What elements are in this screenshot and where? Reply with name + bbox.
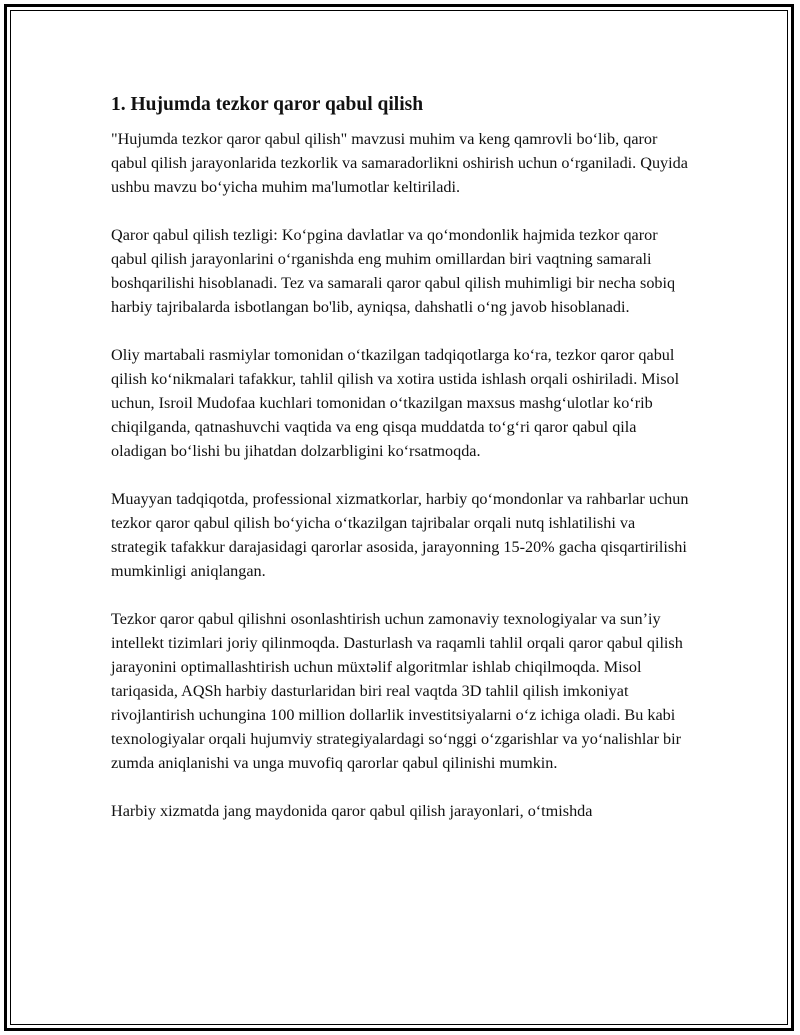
paragraph-intro: "Hujumda tezkor qaror qabul qilish" mavzusi muhim va keng qamrovli bo‘lib, qaror qabul qilish jarayonlarida tezkorlik va samaradorlikni oshirish uchun o‘rganiladi. Quyida ushbu mavzu bo‘yicha muhim ma'lumotlar keltiriladi. — [111, 130, 688, 197]
section-heading: 1. Hujumda tezkor qaror qabul qilish — [111, 94, 424, 115]
document-body — [111, 92, 691, 847]
paragraph-decision-speed: Qaror qabul qilish tezligi: Ko‘pgina davlatlar va qo‘mondonlik hajmida tezkor qaror qabul qilish jarayonlarini o‘rganishda eng muhim omillardan biri vaqtning samarali boshqarilishi hisoblanadi. Tez va samarali qaror qabul qilish muhimligi bir necha sobiq harbiy tajribalarda isbotlangan bo'lib, ayniqsa, dahshatli o‘ng javob hisoblanadi. — [111, 226, 676, 317]
paragraph-military-service: Harbiy xizmatda jang maydonida qaror qabul qilish jarayonlari, o‘tmishda — [111, 802, 593, 821]
paragraph-technology: Tezkor qaror qabul qilishni osonlashtirish uchun zamonaviy texnologiyalar va sun’iy intellekt tizimlari joriy qilinmoqda. Dasturlash va raqamli tahlil orqali qaror qabul qilish jarayonini optimallashtirish uchun müxtəlif algoritmlar ishlab chiqilmoqda. Misol tariqasida, AQSh harbiy dasturlaridan biri real vaqtda 3D tahlil qilish imkoniyat rivojlantirish uchungina 100 million dollarlik investitsiyalarni o‘z ichiga oladi. Bu kabi texnologiyalar orqali hujumviy strategiyalardagi so‘nggi o‘zgarishlar va yo‘nalishlar bir zumda aniqlanishi va unga muvofiq qarorlar qabul qilinishi mumkin. — [111, 610, 683, 773]
paragraph-research: Oliy martabali rasmiylar tomonidan o‘tkazilgan tadqiqotlarga ko‘ra, tezkor qaror qabul qilish ko‘nikmalari tafakkur, tahlil qilish va xotira ustida ishlash orqali oshiriladi. Misol uchun, Isroil Mudofaa kuchlari tomonidan o‘tkazilgan maxsus mashg‘ulotlar ko‘rib chiqilganda, qatnashuvchi vaqtida va eng qisqa muddatda to‘g‘ri qaror qabul qila oladigan bo‘lishi bu jihatdan dolzarbligini ko‘rsatmoqda. — [111, 346, 680, 461]
paragraph-study: Muayyan tadqiqotda, professional xizmatkorlar, harbiy qo‘mondonlar va rahbarlar uchun tezkor qaror qabul qilish bo‘yicha o‘tkazilgan tajribalar orqali nutq ishlatilishi va strategik tafakkur darajasidagi qarorlar asosida, jarayonning 15-20% gacha qisqartirilishi mumkinligi aniqlangan. — [111, 490, 689, 581]
